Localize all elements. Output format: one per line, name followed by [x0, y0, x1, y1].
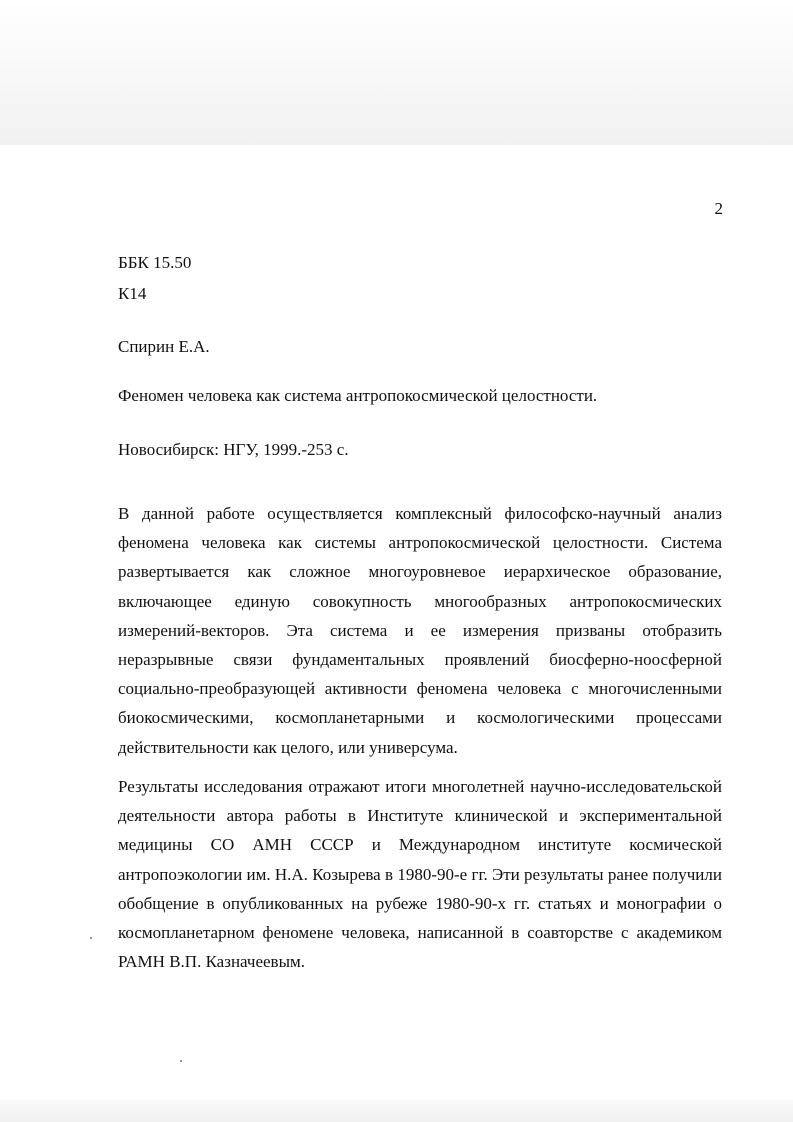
- page-number: 2: [714, 199, 723, 218]
- scan-shadow-top: [0, 0, 793, 145]
- imprint: Новосибирск: НГУ, 1999.-253 с.: [118, 440, 349, 459]
- author-sign-code: К14: [118, 284, 147, 303]
- book-title: Феномен человека как система антропокосмической целостности.: [118, 386, 598, 405]
- author-name: Спирин Е.А.: [118, 337, 210, 356]
- abstract-paragraph: В данной работе осуществляется комплексный философско-научный анализ феномена человека как системы антропокосмической целостности. Система развертывается как сложное многоуровневое иерархическое образование, включающее единую совокупность многообразных антропокосмических измерений-векторов. Эта система и ее измерения призваны отобразить неразрывные связи фундаментальных проявлений биосферно-ноосферной социально-преобразующей активности феномена человека с многочисленными биокосмическими, космопланетарными и космологическими процессами действительности как целого, или универсума.: [118, 504, 722, 757]
- abstract-paragraph: Результаты исследования отражают итоги многолетней научно-исследовательской деятельности автора работы в Институте клинической и экспериментальной медицины СО АМН СССР и Международном институте космической антропоэкологии им. Н.А. Козырева в 1980-90-е гг. Эти результаты ранее получили обобщение в опубликованных на рубеже 1980-90-х гг. статьях и монографии о космопланетарном феномене человека, написанной в соавторстве с академиком РАМН В.П. Казначеевым.: [118, 777, 722, 972]
- scan-shadow-bottom: [0, 1100, 793, 1122]
- scan-speck: [90, 937, 92, 939]
- bbk-index: ББК 15.50: [118, 253, 192, 272]
- scan-speck: [180, 1060, 182, 1062]
